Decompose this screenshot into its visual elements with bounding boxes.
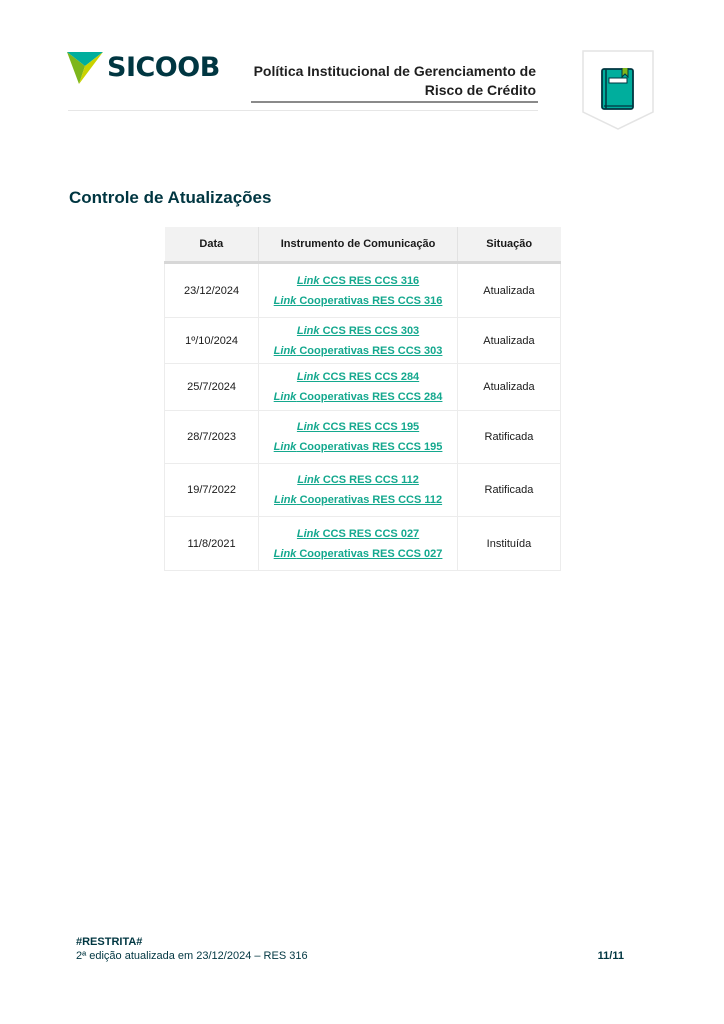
- cooperativas-link[interactable]: Link Cooperativas RES CCS 027: [273, 547, 443, 560]
- row-date: 11/8/2021: [165, 517, 259, 571]
- ccs-link[interactable]: Link CCS RES CCS 316: [296, 274, 420, 287]
- row-instrument: [259, 464, 458, 517]
- cooperativas-link[interactable]: Link Cooperativas RES CCS 195: [273, 441, 443, 453]
- row-instrument: [259, 517, 458, 571]
- row-status: Atualizada: [457, 364, 560, 411]
- edition-note: 2ª edição atualizada em 23/12/2024 – RES 316: [76, 950, 308, 962]
- document-title-line-2: Risco de Crédito: [424, 82, 536, 98]
- cooperativas-link[interactable]: Link Cooperativas RES CCS 284: [273, 391, 443, 403]
- row-date: 1º/10/2024: [165, 318, 259, 364]
- ccs-link[interactable]: Link CCS RES CCS 303: [296, 324, 420, 337]
- logo-text: SICOOB: [107, 52, 220, 83]
- table-row: [165, 263, 561, 318]
- row-status: Instituída: [457, 517, 560, 571]
- header-divider: [68, 110, 538, 111]
- document-title-underline: [251, 101, 538, 103]
- ccs-link[interactable]: Link CCS RES CCS 284: [296, 371, 420, 383]
- row-date: 23/12/2024: [165, 263, 259, 318]
- document-title-line-1: Política Institucional de Gerenciamento de: [253, 63, 536, 79]
- cooperativas-link[interactable]: Link Cooperativas RES CCS 303: [273, 344, 443, 357]
- row-status: Atualizada: [457, 263, 560, 318]
- row-date: 19/7/2022: [165, 464, 259, 517]
- table-row: [165, 517, 561, 571]
- row-status: Atualizada: [457, 318, 560, 364]
- policy-badge: [582, 50, 654, 130]
- ccs-link[interactable]: Link CCS RES CCS 195: [296, 421, 420, 433]
- row-instrument: [259, 263, 458, 318]
- sicoob-logo: [67, 50, 227, 86]
- classification-label: #RESTRITA#: [76, 936, 143, 948]
- updates-table: [164, 227, 561, 571]
- document-title: [251, 62, 536, 100]
- book-icon: [582, 50, 654, 130]
- table-row: [165, 464, 561, 517]
- row-date: 25/7/2024: [165, 364, 259, 411]
- ccs-link[interactable]: Link CCS RES CCS 027: [296, 527, 420, 540]
- section-title: Controle de Atualizações: [69, 188, 272, 207]
- row-instrument: [259, 411, 458, 464]
- column-header-status: Situação: [457, 227, 560, 263]
- column-header-instrument: Instrumento de Comunicação: [259, 227, 458, 263]
- sicoob-logo-icon: [67, 50, 107, 86]
- row-instrument: [259, 364, 458, 411]
- cooperativas-link[interactable]: Link Cooperativas RES CCS 316: [273, 294, 443, 307]
- table-header-row: [165, 227, 561, 263]
- row-status: Ratificada: [457, 464, 560, 517]
- ccs-link[interactable]: Link CCS RES CCS 112: [297, 474, 419, 486]
- page-number: 11/11: [597, 950, 624, 962]
- table-row: [165, 411, 561, 464]
- table-row: [165, 364, 561, 411]
- row-instrument: [259, 318, 458, 364]
- cooperativas-link[interactable]: Link Cooperativas RES CCS 112: [273, 494, 443, 506]
- row-date: 28/7/2023: [165, 411, 259, 464]
- table-row: [165, 318, 561, 364]
- row-status: Ratificada: [457, 411, 560, 464]
- column-header-date: Data: [165, 227, 259, 263]
